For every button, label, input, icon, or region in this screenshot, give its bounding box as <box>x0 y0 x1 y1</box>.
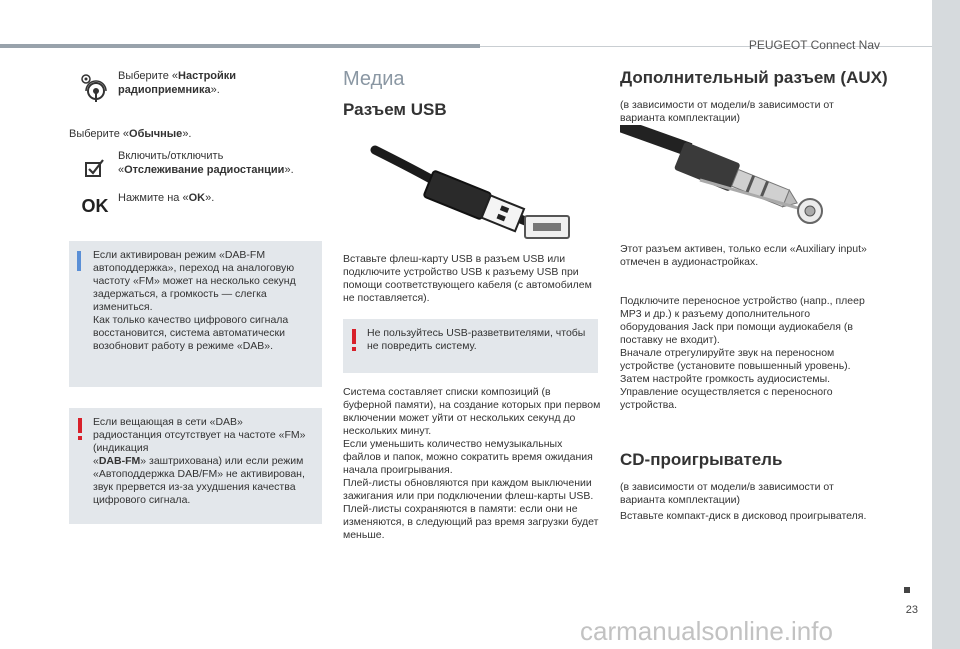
cd-instructions: Вставьте компакт-диск в дисковод проигрывателя. <box>620 510 867 522</box>
usb-plug-illustration <box>355 130 585 245</box>
warning-exclamation-icon <box>351 329 355 349</box>
info-note-text: Если активирован режим «DAB-FM автоподдержка», переход на аналоговую частоту «FM» может на несколько секунд задержаться, а громкость — слегка измениться. Как только качество цифрового сигнала восстановится, система автоматически возобновит работу в режиме «DAB». <box>93 249 296 352</box>
watermark: carmanualsonline.info <box>580 616 833 646</box>
warning-note-text: Если вещающая в сети «DAB» радиостанция отсутствует на частоте «FM» (индикация «DAB-FM» заштрихована) или если режим «Автоподдержка DAB/FM» не активирован, звук прервется из-за ухудшения качества цифрового сигнала. <box>93 416 306 506</box>
warning-note-dab <box>69 408 322 524</box>
jack-plug-illustration <box>620 125 850 240</box>
usb-instructions: Вставьте флеш-карту USB в разъем USB или подключите устройство USB к разъему USB при помощи соответствующего кабеля (с автомобилем не поставляется). <box>343 253 592 304</box>
page-number: 23 <box>905 604 918 616</box>
step-ok-text: Нажмите на «OK». <box>118 192 215 204</box>
step-ok <box>72 186 214 226</box>
aux-active-info: Этот разъем активен, только если «Auxiliary input» отмечен в аудионастройках. <box>620 243 867 268</box>
step-general <box>69 128 192 142</box>
header-title: PEUGEOT Connect Nav <box>748 38 880 52</box>
page-marker <box>904 587 910 593</box>
warning-note-usb <box>343 319 598 373</box>
step-station-tracking-text: Включить/отключить «Отслеживание радиостанции». <box>118 150 294 176</box>
cd-heading: CD-проигрыватель <box>620 450 783 469</box>
section-title-media: Медиа <box>343 68 405 90</box>
step-radio-settings-text: Выберите «Настройки радиоприемника». <box>118 70 237 96</box>
page-edge-strip <box>932 0 960 649</box>
playlist-info: Система составляет списки композиций (в буферной памяти), на создание которых при первом включении может уйти от нескольких секунд до нескольких минут. Если уменьшить количество немузыкальных файлов и папок, можно сократить время ожидания начала проигрывания. Плей-листы обновляются при каждом выключении зажигания или при подключении флеш-карты USB. Плей-листы сохраняются в памяти: если они не изменяются, в следующий раз время загрузки будет меньше. <box>343 386 601 541</box>
aux-availability-note: (в зависимости от модели/в зависимости от варианта комплектации) <box>620 99 834 124</box>
checkbox-icon <box>72 148 118 188</box>
ok-icon: OK <box>81 195 109 216</box>
usb-warning-text: Не пользуйтесь USB-разветвителями, чтобы не повредить систему. <box>367 327 586 352</box>
header-rule <box>0 44 480 48</box>
step-station-tracking <box>72 148 308 188</box>
usb-heading: Разъем USB <box>343 100 447 119</box>
step-radio-settings <box>72 68 278 108</box>
info-marker-icon <box>77 251 81 271</box>
aux-connect-instructions: Подключите переносное устройство (напр., плеер MP3 и др.) к разъему дополнительного оборудования Jack при помощи аудиокабеля (в поставку не входит). Вначале отрегулируйте звук на переносном устройстве (установите повышенный уровень). Затем настройте громкость аудиосистемы. Управление осуществляется с переносного устройства. <box>620 295 865 411</box>
radio-settings-icon <box>72 68 118 108</box>
cd-availability-note: (в зависимости от модели/в зависимости от варианта комплектации) <box>620 481 834 506</box>
info-note-dab-fm <box>69 241 322 387</box>
aux-heading: Дополнительный разъем (AUX) <box>620 68 888 87</box>
step-general-text: Выберите «Обычные». <box>69 128 192 140</box>
warning-exclamation-icon <box>77 418 81 438</box>
